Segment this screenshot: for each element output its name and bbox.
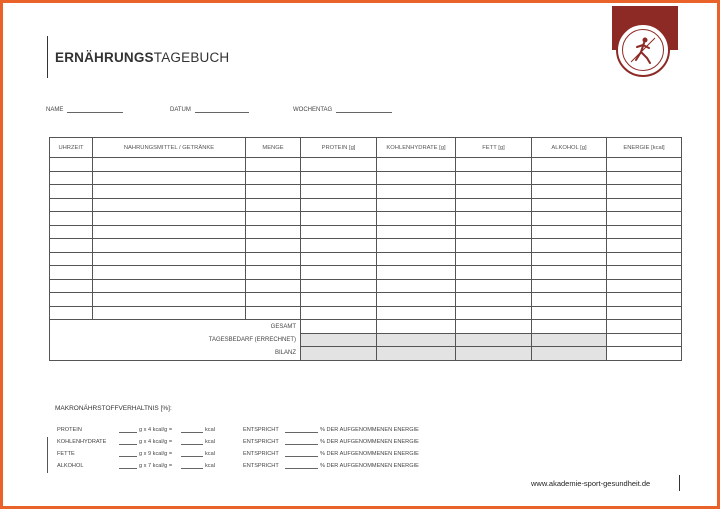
table-cell[interactable]	[456, 252, 532, 266]
table-cell[interactable]	[93, 239, 246, 253]
macro-gram-line[interactable]	[119, 439, 137, 445]
table-cell[interactable]	[301, 252, 377, 266]
table-cell[interactable]	[607, 347, 682, 361]
table-cell[interactable]	[532, 171, 607, 185]
macro-entspricht: ENTSPRICHT	[243, 451, 279, 457]
page-title	[55, 50, 229, 65]
table-cell[interactable]	[50, 171, 93, 185]
table-cell[interactable]	[93, 158, 246, 172]
table-cell[interactable]	[50, 239, 93, 253]
macro-percent-line[interactable]	[285, 463, 318, 469]
macro-kcal-line[interactable]	[181, 439, 203, 445]
table-cell[interactable]	[377, 225, 456, 239]
website-url[interactable]: www.akademie-sport-gesundheit.de	[531, 479, 651, 488]
macro-gram-line[interactable]	[119, 427, 137, 433]
table-cell[interactable]	[301, 293, 377, 307]
table-cell[interactable]	[50, 266, 93, 280]
left-divider	[47, 437, 48, 473]
title-accent-bar	[47, 36, 48, 78]
macro-name: KOHLENHYDRATE	[57, 439, 107, 445]
macro-percent-line[interactable]	[285, 451, 318, 457]
col-alkohol: ALKOHOL [g]	[532, 138, 607, 158]
table-cell[interactable]	[50, 252, 93, 266]
table-row	[50, 239, 682, 253]
table-cell[interactable]	[377, 306, 456, 320]
macro-kcal-line[interactable]	[181, 427, 203, 433]
table-cell[interactable]	[93, 279, 246, 293]
wochentag-label: WOCHENTAG	[293, 107, 333, 113]
table-cell[interactable]	[456, 158, 532, 172]
table-cell[interactable]	[607, 225, 682, 239]
table-cell[interactable]	[301, 239, 377, 253]
entry-rows	[50, 158, 682, 320]
datum-line[interactable]	[195, 106, 249, 113]
macro-calc: g x 4 kcal/g =	[139, 427, 173, 433]
table-cell[interactable]	[532, 225, 607, 239]
table-row	[50, 198, 682, 212]
table-cell[interactable]	[50, 306, 93, 320]
table-cell[interactable]	[50, 158, 93, 172]
table-cell[interactable]	[607, 320, 682, 334]
table-cell[interactable]	[607, 239, 682, 253]
table-cell[interactable]	[301, 279, 377, 293]
datum-field[interactable]	[170, 106, 249, 113]
table-cell[interactable]	[607, 198, 682, 212]
table-cell[interactable]	[607, 266, 682, 280]
page-sheet	[3, 3, 717, 506]
academy-seal-icon	[616, 23, 670, 77]
table-cell[interactable]	[301, 320, 377, 334]
table-cell[interactable]	[246, 306, 301, 320]
table-cell[interactable]	[532, 266, 607, 280]
table-cell[interactable]	[50, 225, 93, 239]
seal-ring	[622, 29, 664, 71]
macro-entspricht: ENTSPRICHT	[243, 439, 279, 445]
table-cell[interactable]	[246, 293, 301, 307]
table-cell[interactable]	[93, 293, 246, 307]
table-cell[interactable]	[456, 347, 532, 361]
table-cell[interactable]	[456, 239, 532, 253]
table-cell[interactable]	[50, 293, 93, 307]
table-cell[interactable]	[607, 293, 682, 307]
table-cell[interactable]	[377, 171, 456, 185]
gesamt-label: GESAMT	[50, 320, 301, 334]
table-cell[interactable]	[607, 158, 682, 172]
table-cell[interactable]	[532, 158, 607, 172]
table-row	[50, 171, 682, 185]
macro-suffix: % DER AUFGENOMMENEN ENERGIE	[320, 451, 419, 457]
table-cell[interactable]	[246, 225, 301, 239]
bilanz-row	[50, 347, 682, 361]
table-cell[interactable]	[246, 171, 301, 185]
macro-calc: g x 7 kcal/g =	[139, 463, 173, 469]
macro-entspricht: ENTSPRICHT	[243, 427, 279, 433]
title-light: TAGEBUCH	[153, 50, 230, 65]
table-cell[interactable]	[532, 320, 607, 334]
table-cell[interactable]	[301, 347, 377, 361]
table-cell[interactable]	[377, 279, 456, 293]
table-cell[interactable]	[607, 333, 682, 347]
macro-name: FETTE	[57, 451, 75, 457]
table-cell[interactable]	[93, 252, 246, 266]
table-cell[interactable]	[607, 212, 682, 226]
table-cell[interactable]	[377, 252, 456, 266]
table-row	[50, 212, 682, 226]
table-cell[interactable]	[532, 333, 607, 347]
table-cell[interactable]	[301, 266, 377, 280]
table-cell[interactable]	[456, 306, 532, 320]
table-cell[interactable]	[246, 239, 301, 253]
table-cell[interactable]	[246, 252, 301, 266]
table-cell[interactable]	[607, 171, 682, 185]
table-cell[interactable]	[377, 266, 456, 280]
table-cell[interactable]	[301, 225, 377, 239]
table-header-row	[50, 138, 682, 158]
table-cell[interactable]	[377, 198, 456, 212]
table-row	[50, 185, 682, 199]
table-cell[interactable]	[532, 252, 607, 266]
wochentag-field[interactable]	[293, 106, 392, 113]
title-bold: ERNÄHRUNGS	[55, 50, 154, 65]
bilanz-label: BILANZ	[50, 347, 301, 361]
name-line[interactable]	[67, 106, 123, 113]
table-cell[interactable]	[50, 185, 93, 199]
table-cell[interactable]	[456, 185, 532, 199]
table-cell[interactable]	[301, 306, 377, 320]
table-cell[interactable]	[301, 185, 377, 199]
col-uhrzeit: UHRZEIT	[50, 138, 93, 158]
table-cell[interactable]	[246, 212, 301, 226]
table-cell[interactable]	[93, 171, 246, 185]
table-cell[interactable]	[456, 266, 532, 280]
table-cell[interactable]	[377, 347, 456, 361]
table-cell[interactable]	[93, 266, 246, 280]
macro-calc: g x 9 kcal/g =	[139, 451, 173, 457]
summary-rows	[50, 320, 682, 361]
table-cell[interactable]	[456, 320, 532, 334]
macro-entspricht: ENTSPRICHT	[243, 463, 279, 469]
table-cell[interactable]	[246, 158, 301, 172]
name-label: NAME	[46, 107, 64, 113]
table-cell[interactable]	[456, 212, 532, 226]
table-cell[interactable]	[301, 171, 377, 185]
table-cell[interactable]	[456, 293, 532, 307]
table-cell[interactable]	[456, 171, 532, 185]
athlete-figure-icon	[623, 30, 663, 70]
col-protein: PROTEIN [g]	[301, 138, 377, 158]
table-row	[50, 225, 682, 239]
table-cell[interactable]	[246, 279, 301, 293]
table-cell[interactable]	[456, 279, 532, 293]
macro-name: ALKOHOL	[57, 463, 84, 469]
macro-suffix: % DER AUFGENOMMENEN ENERGIE	[320, 439, 419, 445]
table-cell[interactable]	[377, 185, 456, 199]
macro-title: MAKRONÄHRSTOFFVERHALTNIS [%]:	[55, 405, 172, 412]
macro-calc: g x 4 kcal/g =	[139, 439, 173, 445]
table-cell[interactable]	[301, 333, 377, 347]
table-cell[interactable]	[532, 198, 607, 212]
macro-unit: kcal	[205, 427, 215, 433]
table-row	[50, 266, 682, 280]
table-cell[interactable]	[246, 198, 301, 212]
macro-kcal-line[interactable]	[181, 451, 203, 457]
table-cell[interactable]	[301, 158, 377, 172]
table-cell[interactable]	[377, 212, 456, 226]
table-cell[interactable]	[50, 212, 93, 226]
table-cell[interactable]	[50, 279, 93, 293]
col-nahrungsmittel: NAHRUNGSMITTEL / GETRÄNKE	[93, 138, 246, 158]
table-row	[50, 306, 682, 320]
tagesbedarf-row	[50, 333, 682, 347]
table-row	[50, 252, 682, 266]
table-cell[interactable]	[532, 185, 607, 199]
col-energie: ENERGIE [kcal]	[607, 138, 682, 158]
table-cell[interactable]	[607, 252, 682, 266]
col-kohlenhydrate: KOHLENHYDRATE [g]	[377, 138, 456, 158]
col-menge: MENGE	[246, 138, 301, 158]
macro-unit: kcal	[205, 439, 215, 445]
table-cell[interactable]	[246, 185, 301, 199]
table-cell[interactable]	[532, 212, 607, 226]
table-cell[interactable]	[532, 293, 607, 307]
table-row	[50, 293, 682, 307]
table-cell[interactable]	[377, 320, 456, 334]
macro-suffix: % DER AUFGENOMMENEN ENERGIE	[320, 463, 419, 469]
macro-percent-line[interactable]	[285, 427, 318, 433]
table-cell[interactable]	[456, 198, 532, 212]
macro-percent-line[interactable]	[285, 439, 318, 445]
name-field[interactable]	[46, 106, 123, 113]
macro-kcal-line[interactable]	[181, 463, 203, 469]
macro-unit: kcal	[205, 463, 215, 469]
food-log-table	[49, 137, 682, 361]
wochentag-line[interactable]	[336, 106, 392, 113]
table-cell[interactable]	[93, 185, 246, 199]
table-cell[interactable]	[93, 212, 246, 226]
table-cell[interactable]	[607, 279, 682, 293]
table-cell[interactable]	[93, 198, 246, 212]
tagesbedarf-label: TAGESBEDARF (ERRECHNET)	[50, 333, 301, 347]
macro-name: PROTEIN	[57, 427, 82, 433]
table-cell[interactable]	[377, 158, 456, 172]
datum-label: DATUM	[170, 107, 191, 113]
table-row	[50, 279, 682, 293]
col-fett: FETT [g]	[456, 138, 532, 158]
table-cell[interactable]	[377, 239, 456, 253]
table-cell[interactable]	[246, 266, 301, 280]
table-cell[interactable]	[532, 306, 607, 320]
table-cell[interactable]	[93, 225, 246, 239]
macro-unit: kcal	[205, 451, 215, 457]
gesamt-row	[50, 320, 682, 334]
table-cell[interactable]	[532, 239, 607, 253]
macro-suffix: % DER AUFGENOMMENEN ENERGIE	[320, 427, 419, 433]
table-cell[interactable]	[377, 293, 456, 307]
table-cell[interactable]	[532, 279, 607, 293]
table-cell[interactable]	[607, 306, 682, 320]
table-cell[interactable]	[93, 306, 246, 320]
table-cell[interactable]	[50, 198, 93, 212]
table-cell[interactable]	[532, 347, 607, 361]
table-cell[interactable]	[607, 185, 682, 199]
table-cell[interactable]	[456, 333, 532, 347]
table-row	[50, 158, 682, 172]
macro-gram-line[interactable]	[119, 451, 137, 457]
macro-gram-line[interactable]	[119, 463, 137, 469]
table-cell[interactable]	[377, 333, 456, 347]
right-divider	[679, 475, 680, 491]
table-cell[interactable]	[456, 225, 532, 239]
table-cell[interactable]	[301, 198, 377, 212]
table-cell[interactable]	[301, 212, 377, 226]
